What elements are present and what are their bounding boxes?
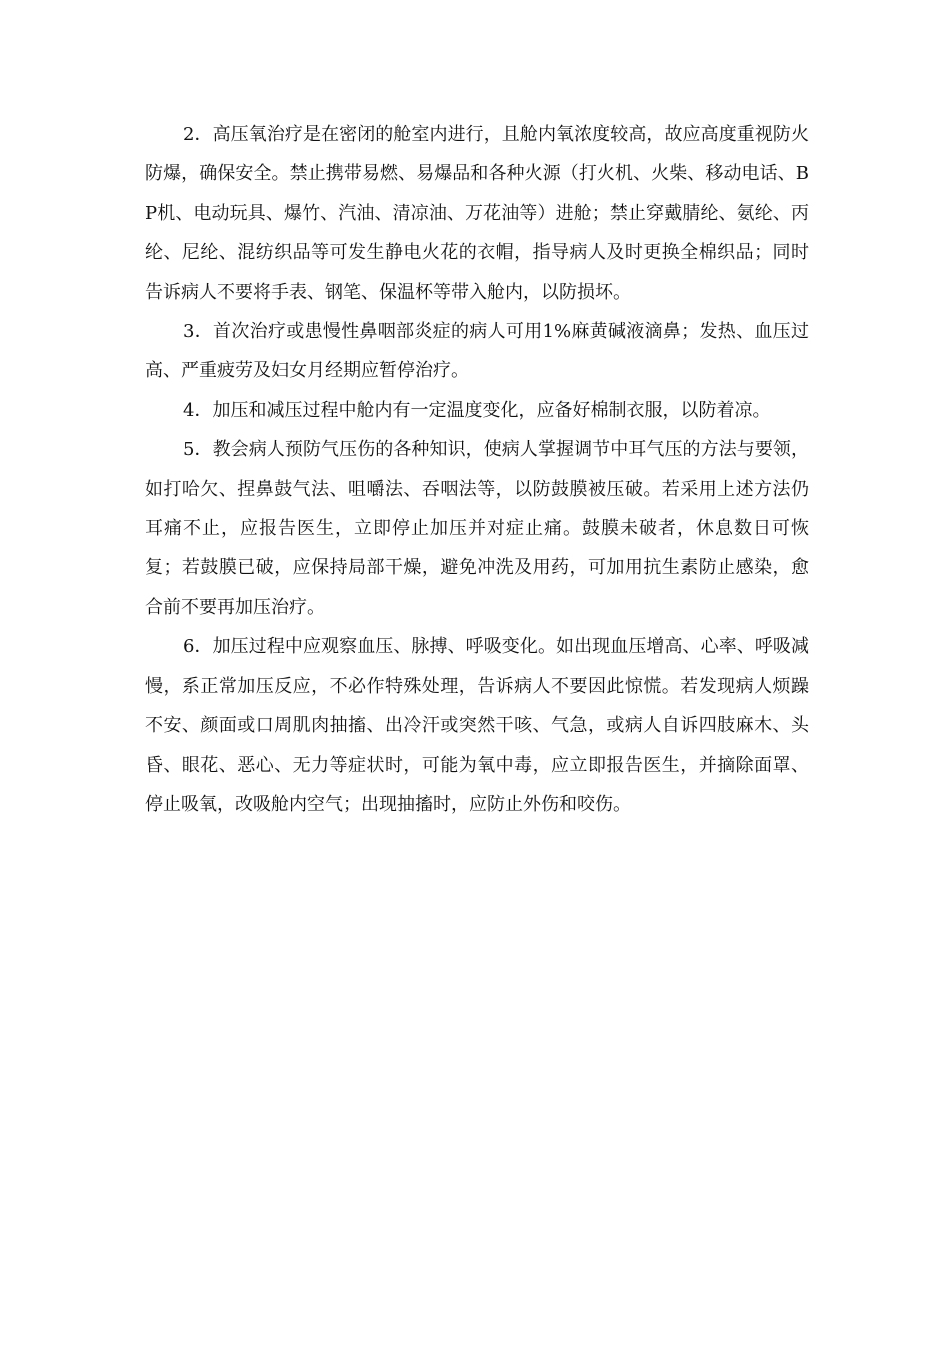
paragraph-item-5: 5．教会病人预防气压伤的各种知识，使病人掌握调节中耳气压的方法与要领，如打哈欠、捏鼻鼓气法、咀嚼法、吞咽法等，以防鼓膜被压破。若采用上述方法仍耳痛不止，应报告医生，立即停止加压并对症止痛。鼓膜未破者，休息数日可恢复；若鼓膜已破，应保持局部干燥，避免冲洗及用药，可加用抗生素防止感染，愈合前不要再加压治疗。 [145,439,809,618]
paragraph-item-4: 4．加压和减压过程中舱内有一定温度变化，应备好棉制衣服，以防着凉。 [183,399,771,421]
paragraph-item-6: 6．加压过程中应观察血压、脉搏、呼吸变化。如出现血压增高、心率、呼吸减慢，系正常加压反应，不必作特殊处理，告诉病人不要因此惊慌。若发现病人烦躁不安、颜面或口周肌肉抽搐、出冷汗或突然干咳、气急，或病人自诉四肢麻木、头昏、眼花、恶心、无力等症状时，可能为氧中毒，应立即报告医生，并摘除面罩、停止吸氧，改吸舱内空气；出现抽搐时，应防止外伤和咬伤。 [145,636,809,815]
paragraph-item-2: 2．高压氧治疗是在密闭的舱室内进行，且舱内氧浓度较高，故应高度重视防火防爆，确保安全。禁止携带易燃、易爆品和各种火源（打火机、火柴、移动电话、BP机、电动玩具、爆竹、汽油、清凉油、万花油等）进舱；禁止穿戴腈纶、氨纶、丙纶、尼纶、混纺织品等可发生静电火花的衣帽，指导病人及时更换全棉织品；同时告诉病人不要将手表、钢笔、保温杯等带入舱内，以防损坏。 [145,124,809,303]
paragraph-item-3: 3．首次治疗或患慢性鼻咽部炎症的病人可用1%麻黄碱液滴鼻；发热、血压过高、严重疲劳及妇女月经期应暂停治疗。 [145,321,809,382]
document-body [145,115,809,824]
